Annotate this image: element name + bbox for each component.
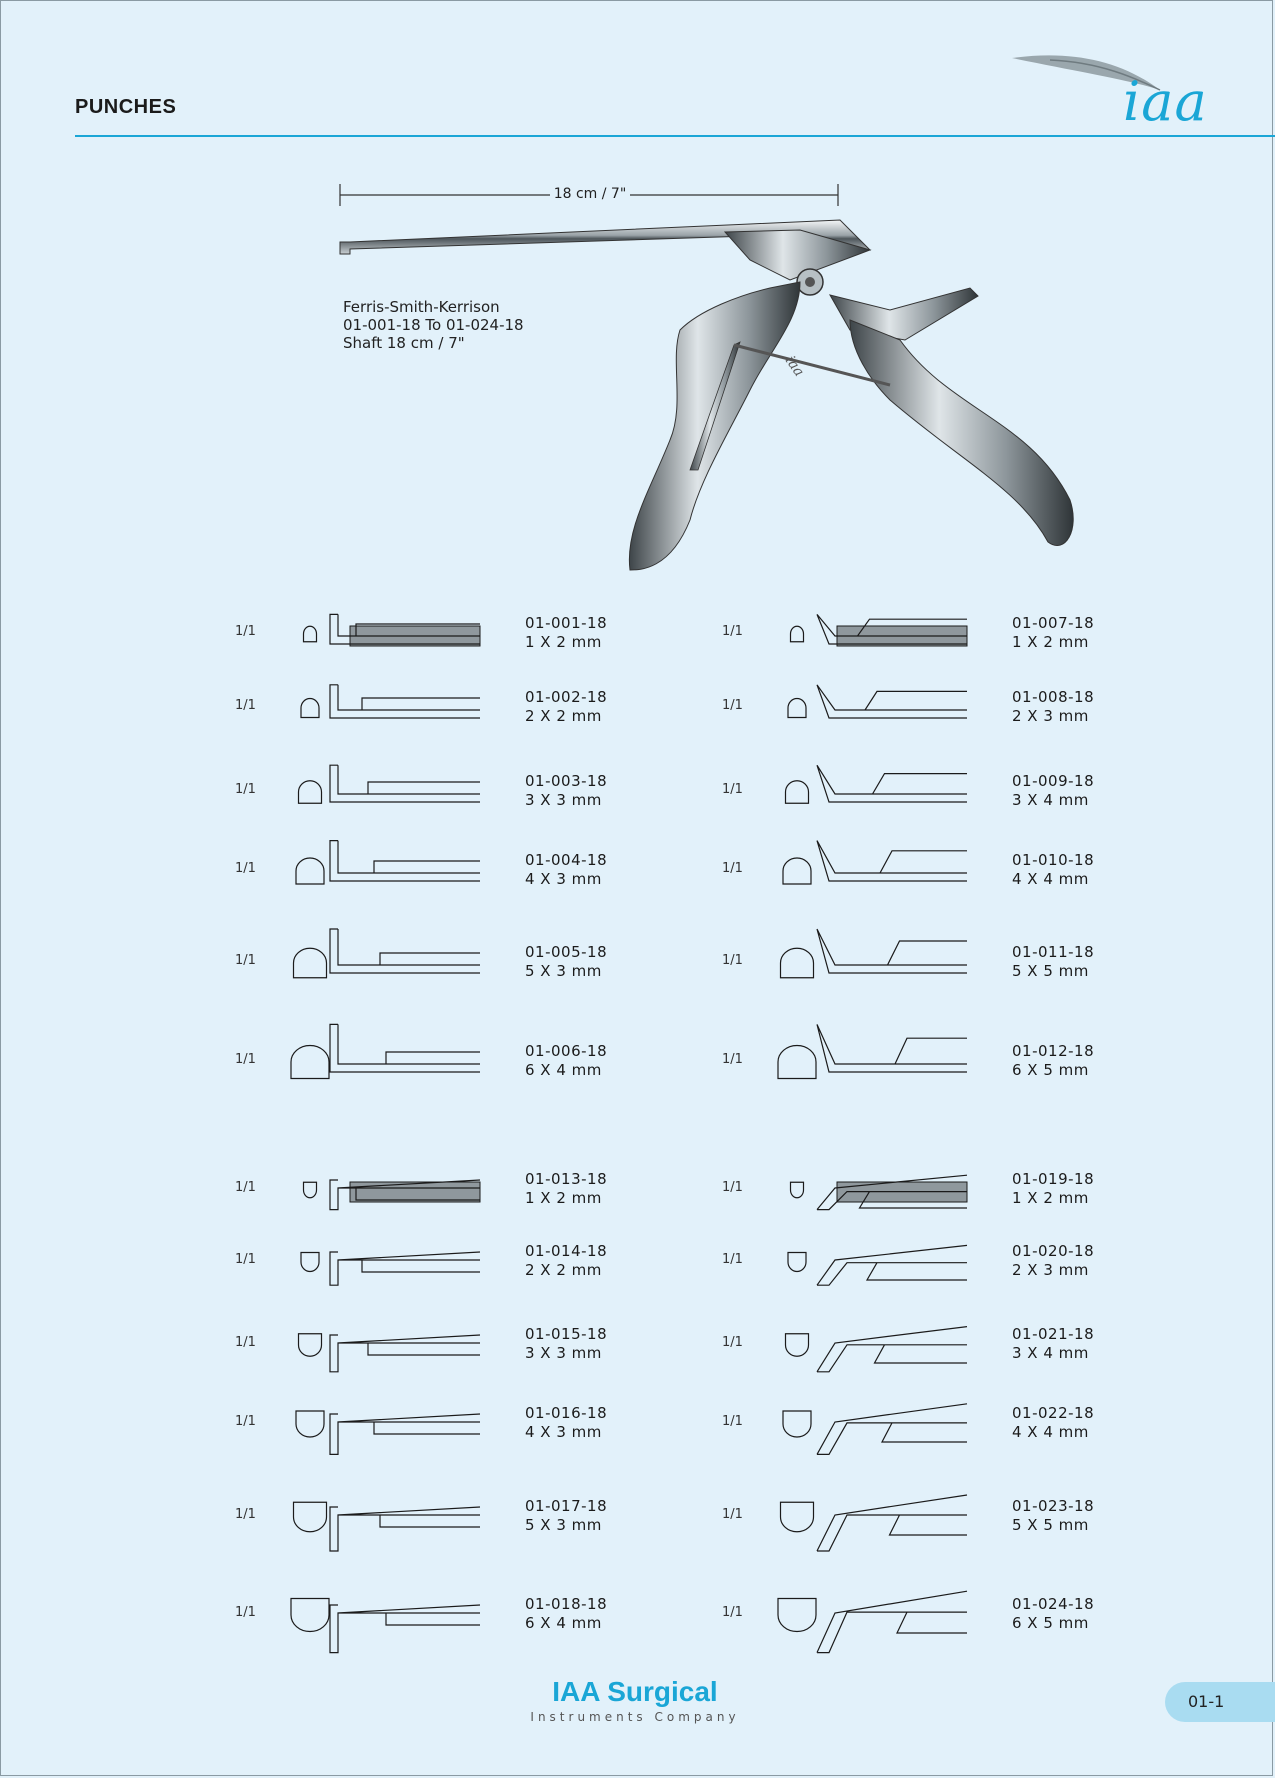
- product-code: 01-007-18: [1012, 614, 1095, 632]
- kerrison-punch-illustration: [330, 170, 1090, 590]
- cross-section-shape: [781, 948, 814, 978]
- jaw-profile-drawing: [270, 1305, 500, 1385]
- scale-label: 1/1: [722, 698, 743, 713]
- product-code: 01-017-18: [525, 1497, 608, 1515]
- jaw-size: 5 X 5 mm: [1012, 962, 1089, 980]
- jaw-size: 6 X 4 mm: [525, 1061, 602, 1079]
- product-code: 01-020-18: [1012, 1242, 1095, 1260]
- jaw-profile-drawing: [757, 1222, 987, 1302]
- product-range: 01-001-18 To 01-024-18: [343, 316, 524, 334]
- product-code: 01-022-18: [1012, 1404, 1095, 1422]
- product-code: 01-010-18: [1012, 851, 1095, 869]
- tip-profile: [330, 685, 480, 718]
- tip-profile: [330, 1414, 480, 1454]
- svg-text:iaa: iaa: [781, 353, 807, 380]
- product-code: 01-004-18: [525, 851, 608, 869]
- shaft-photo-bar: [350, 1182, 480, 1202]
- scale-label: 1/1: [722, 782, 743, 797]
- product-code: 01-011-18: [1012, 943, 1095, 961]
- page-number: 01-1: [1188, 1692, 1225, 1711]
- jaw-size: 4 X 3 mm: [525, 870, 602, 888]
- jaw-profile-drawing: [270, 1384, 500, 1464]
- cross-section-shape: [294, 948, 327, 978]
- jaw-profile-drawing: [757, 594, 987, 674]
- scale-label: 1/1: [722, 1252, 743, 1267]
- product-code: 01-014-18: [525, 1242, 608, 1260]
- tip-profile: [817, 929, 967, 973]
- cross-section-shape: [791, 1182, 804, 1198]
- jaw-profile-drawing: [270, 668, 500, 748]
- scale-label: 1/1: [722, 1507, 743, 1522]
- jaw-size: 1 X 2 mm: [525, 1189, 602, 1207]
- tip-profile: [330, 1024, 480, 1072]
- cross-section-shape: [296, 858, 324, 884]
- jaw-size: 2 X 2 mm: [525, 707, 602, 725]
- scale-label: 1/1: [235, 1335, 256, 1350]
- product-code: 01-015-18: [525, 1325, 608, 1343]
- jaw-size: 2 X 3 mm: [1012, 1261, 1089, 1279]
- jaw-size: 6 X 5 mm: [1012, 1061, 1089, 1079]
- jaw-size: 3 X 3 mm: [525, 1344, 602, 1362]
- cross-section-shape: [299, 1334, 322, 1357]
- tip-profile: [817, 1404, 967, 1455]
- scale-label: 1/1: [235, 1414, 256, 1429]
- tip-profile: [330, 765, 480, 802]
- jaw-profile-drawing: [757, 1150, 987, 1230]
- product-code: 01-023-18: [1012, 1497, 1095, 1515]
- jaw-size: 2 X 2 mm: [525, 1261, 602, 1279]
- cross-section-shape: [291, 1046, 329, 1079]
- tip-profile: [330, 1507, 480, 1551]
- cross-section-shape: [304, 626, 317, 642]
- cross-section-shape: [788, 1253, 806, 1272]
- product-code: 01-012-18: [1012, 1042, 1095, 1060]
- scale-label: 1/1: [235, 1605, 256, 1620]
- jaw-profile-drawing: [757, 1384, 987, 1464]
- cross-section-shape: [296, 1411, 324, 1437]
- product-code: 01-021-18: [1012, 1325, 1095, 1343]
- cross-section-shape: [291, 1599, 329, 1632]
- scale-label: 1/1: [235, 782, 256, 797]
- cross-section-shape: [783, 858, 811, 884]
- scale-label: 1/1: [722, 861, 743, 876]
- product-code: 01-003-18: [525, 772, 608, 790]
- product-code: 01-016-18: [525, 1404, 608, 1422]
- cross-section-shape: [781, 1502, 814, 1532]
- scale-label: 1/1: [235, 861, 256, 876]
- scale-label: 1/1: [235, 1507, 256, 1522]
- jaw-size: 1 X 2 mm: [525, 633, 602, 651]
- jaw-profile-drawing: [270, 923, 500, 1003]
- cross-section-shape: [299, 781, 322, 804]
- jaw-size: 1 X 2 mm: [1012, 633, 1089, 651]
- jaw-profile-drawing: [270, 594, 500, 674]
- jaw-profile-drawing: [757, 668, 987, 748]
- scale-label: 1/1: [722, 1414, 743, 1429]
- footer-subtitle: Instruments Company: [530, 1710, 740, 1724]
- product-code: 01-019-18: [1012, 1170, 1095, 1188]
- jaw-size: 5 X 3 mm: [525, 1516, 602, 1534]
- tip-profile: [817, 1245, 967, 1285]
- jaw-size: 4 X 4 mm: [1012, 870, 1089, 888]
- jaw-profile-drawing: [270, 1477, 500, 1557]
- dimension-text: 18 cm / 7": [550, 186, 631, 202]
- jaw-profile-drawing: [757, 1022, 987, 1102]
- jaw-size: 6 X 5 mm: [1012, 1614, 1089, 1632]
- cross-section-shape: [294, 1502, 327, 1532]
- scale-label: 1/1: [235, 1180, 256, 1195]
- jaw-profile-drawing: [270, 1222, 500, 1302]
- jaw-profile-drawing: [757, 752, 987, 832]
- scale-label: 1/1: [722, 1052, 743, 1067]
- cross-section-shape: [786, 1334, 809, 1357]
- jaw-size: 2 X 3 mm: [1012, 707, 1089, 725]
- cross-section-shape: [778, 1046, 816, 1079]
- tip-profile: [330, 1252, 480, 1285]
- tip-profile: [330, 1335, 480, 1372]
- scale-label: 1/1: [722, 1180, 743, 1195]
- tip-profile: [817, 765, 967, 802]
- scale-label: 1/1: [722, 624, 743, 639]
- product-code: 01-006-18: [525, 1042, 608, 1060]
- jaw-size: 3 X 4 mm: [1012, 791, 1089, 809]
- jaw-profile-drawing: [270, 1150, 500, 1230]
- cross-section-shape: [304, 1182, 317, 1198]
- tip-profile: [817, 1495, 967, 1551]
- jaw-size: 1 X 2 mm: [1012, 1189, 1089, 1207]
- hero-description: [343, 298, 524, 352]
- product-code: 01-001-18: [525, 614, 608, 632]
- page-number-badge: [1165, 1682, 1275, 1722]
- tip-profile: [330, 929, 480, 973]
- page-title: PUNCHES: [75, 96, 177, 118]
- scale-label: 1/1: [722, 1605, 743, 1620]
- jaw-profile-drawing: [270, 831, 500, 911]
- jaw-profile-drawing: [270, 752, 500, 832]
- cross-section-shape: [783, 1411, 811, 1437]
- scale-label: 1/1: [235, 698, 256, 713]
- cross-section-shape: [788, 699, 806, 718]
- product-code: 01-002-18: [525, 688, 608, 706]
- tip-profile: [817, 1327, 967, 1372]
- jaw-profile-drawing: [757, 1477, 987, 1557]
- jaw-size: 4 X 3 mm: [525, 1423, 602, 1441]
- scale-label: 1/1: [722, 1335, 743, 1350]
- cross-section-shape: [791, 626, 804, 642]
- product-code: 01-009-18: [1012, 772, 1095, 790]
- brand-logo-text: iaa: [1123, 70, 1208, 133]
- dimension-label: [340, 186, 840, 202]
- cross-section-shape: [301, 1253, 319, 1272]
- shaft-length: Shaft 18 cm / 7": [343, 334, 465, 352]
- cross-section-shape: [778, 1599, 816, 1632]
- jaw-size: 4 X 4 mm: [1012, 1423, 1089, 1441]
- footer-brand: IAA Surgical: [552, 1676, 718, 1707]
- cross-section-shape: [786, 781, 809, 804]
- instrument-name: Ferris-Smith-Kerrison: [343, 298, 500, 316]
- jaw-size: 6 X 4 mm: [525, 1614, 602, 1632]
- scale-label: 1/1: [235, 1052, 256, 1067]
- jaw-profile-drawing: [757, 831, 987, 911]
- product-code: 01-018-18: [525, 1595, 608, 1613]
- tip-profile: [817, 841, 967, 881]
- jaw-profile-drawing: [270, 1575, 500, 1655]
- jaw-profile-drawing: [757, 1305, 987, 1385]
- product-code: 01-005-18: [525, 943, 608, 961]
- jaw-profile-drawing: [270, 1022, 500, 1102]
- tip-profile: [817, 685, 967, 718]
- scale-label: 1/1: [235, 1252, 256, 1267]
- scale-label: 1/1: [722, 953, 743, 968]
- product-code: 01-013-18: [525, 1170, 608, 1188]
- tip-profile: [817, 1024, 967, 1072]
- jaw-profile-drawing: [757, 923, 987, 1003]
- tip-profile: [817, 1591, 967, 1652]
- tip-profile: [330, 1605, 480, 1653]
- scale-label: 1/1: [235, 953, 256, 968]
- jaw-profile-drawing: [757, 1575, 987, 1655]
- jaw-size: 3 X 3 mm: [525, 791, 602, 809]
- tip-profile: [330, 841, 480, 881]
- header-rule: [75, 135, 1275, 137]
- product-code: 01-024-18: [1012, 1595, 1095, 1613]
- scale-label: 1/1: [235, 624, 256, 639]
- jaw-size: 3 X 4 mm: [1012, 1344, 1089, 1362]
- cross-section-shape: [301, 699, 319, 718]
- jaw-size: 5 X 3 mm: [525, 962, 602, 980]
- jaw-size: 5 X 5 mm: [1012, 1516, 1089, 1534]
- product-code: 01-008-18: [1012, 688, 1095, 706]
